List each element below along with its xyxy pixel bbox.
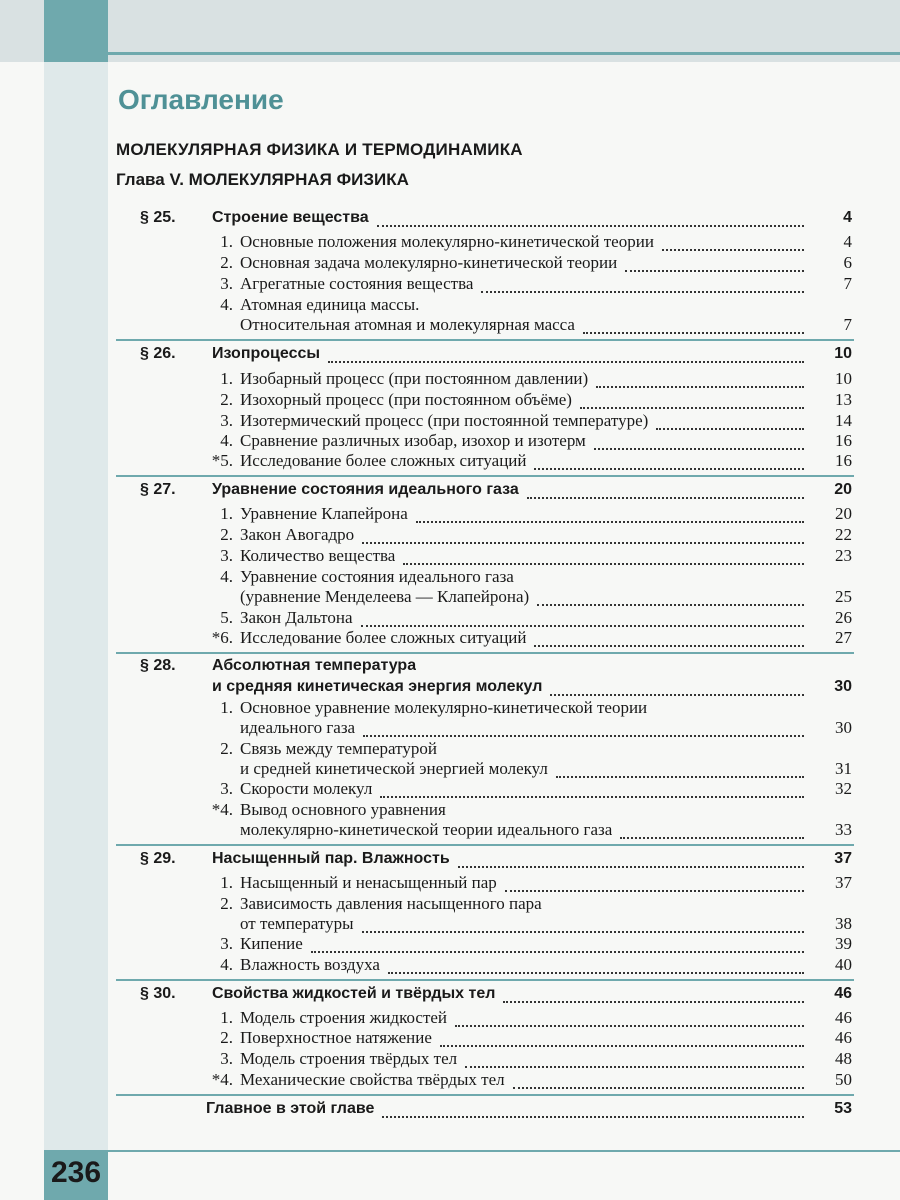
toc-item-row[interactable] <box>0 566 900 588</box>
toc-entry-title: идеального газа <box>240 718 356 737</box>
toc-item-row[interactable] <box>0 450 900 472</box>
toc-item-row[interactable] <box>0 717 900 739</box>
toc-entry-number: 3. <box>220 546 233 565</box>
toc-entry-number: § 29. <box>140 850 176 867</box>
toc-entry-title: Исследование более сложных ситуаций <box>240 628 527 647</box>
toc-leader-dots <box>465 1064 804 1068</box>
toc-leader-dots <box>380 794 804 798</box>
toc-entry-number: 3. <box>220 934 233 953</box>
toc-item-row[interactable] <box>0 778 900 800</box>
toc-entry-number: § 27. <box>140 481 176 498</box>
toc-item-row[interactable] <box>0 799 900 821</box>
toc-page-number: 27 <box>835 628 852 647</box>
toc-item-row[interactable] <box>0 738 900 760</box>
toc-item-row[interactable] <box>0 1027 900 1049</box>
toc-entry-title: молекулярно-кинетической теории идеального газа <box>240 820 613 839</box>
toc-entry-title: Связь между температурой <box>240 739 437 758</box>
toc-item-row[interactable] <box>0 389 900 411</box>
toc-entry-title: Уравнение Клапейрона <box>240 504 408 523</box>
toc-entry-number: § 25. <box>140 209 176 226</box>
toc-leader-dots <box>363 733 804 737</box>
toc-entry-title: Зависимость давления насыщенного пара <box>240 894 542 913</box>
toc-item-row[interactable] <box>0 933 900 955</box>
toc-entry-title: Изобарный процесс (при постоянном давлении) <box>240 369 589 388</box>
toc-page-number: 30 <box>834 678 852 695</box>
toc-leader-dots <box>580 405 804 409</box>
toc-item-row[interactable] <box>0 503 900 525</box>
toc-section-row[interactable] <box>0 207 900 229</box>
toc-item-row[interactable] <box>0 252 900 274</box>
page-title: Оглавление <box>118 84 284 115</box>
toc-leader-dots <box>513 1085 804 1089</box>
toc-leader-dots <box>403 561 804 565</box>
toc-page-number: 10 <box>835 369 852 388</box>
toc-entry-number: 4. <box>220 295 233 314</box>
toc-section-separator <box>116 475 854 477</box>
toc-leader-dots <box>328 359 804 363</box>
toc-page-number: 40 <box>835 955 852 974</box>
toc-leader-dots <box>505 888 804 892</box>
toc-section-row[interactable] <box>0 676 900 698</box>
chapter-title: Глава V. МОЛЕКУЛЯРНАЯ ФИЗИКА <box>116 170 409 189</box>
toc-entry-number: § 30. <box>140 985 176 1002</box>
toc-leader-dots <box>537 602 804 606</box>
toc-item-row[interactable] <box>0 758 900 780</box>
toc-page-number: 37 <box>835 873 852 892</box>
toc-item-row[interactable] <box>0 410 900 432</box>
toc-page-number: 32 <box>835 779 852 798</box>
toc-leader-dots <box>620 835 804 839</box>
toc-page-number: 53 <box>834 1100 852 1117</box>
toc-entry-number: 2. <box>220 390 233 409</box>
toc-entry-number: 2. <box>220 894 233 913</box>
toc-leader-dots <box>377 223 804 227</box>
toc-entry-title: от температуры <box>240 914 354 933</box>
toc-leader-dots <box>362 540 804 544</box>
toc-page-number: 7 <box>843 274 852 293</box>
toc-page-number: 20 <box>834 481 852 498</box>
toc-entry-title: и средняя кинетическая энергия молекул <box>212 678 543 695</box>
toc-item-row[interactable] <box>0 893 900 915</box>
toc-item-row[interactable] <box>0 819 900 841</box>
toc-entry-title: Кипение <box>240 934 303 953</box>
toc-item-row[interactable] <box>0 697 900 719</box>
toc-entry-number: § 26. <box>140 345 176 362</box>
part-title: МОЛЕКУЛЯРНАЯ ФИЗИКА И ТЕРМОДИНАМИКА <box>116 140 523 159</box>
toc-entry-title: Исследование более сложных ситуаций <box>240 451 527 470</box>
toc-entry-title: Сравнение различных изобар, изохор и изотерм <box>240 431 586 450</box>
toc-entry-number: 1. <box>220 369 233 388</box>
toc-item-row[interactable] <box>0 430 900 452</box>
toc-page-number: 10 <box>834 345 852 362</box>
toc-item-row[interactable] <box>0 294 900 316</box>
toc-entry-number: *4. <box>211 800 233 819</box>
toc-entry-title: Абсолютная температура <box>212 657 417 674</box>
toc-entry-number: 2. <box>220 253 233 272</box>
toc-leader-dots <box>440 1043 804 1047</box>
toc-entry-title: и средней кинетической энергией молекул <box>240 759 548 778</box>
toc-section-row[interactable] <box>0 848 900 870</box>
toc-entry-title: Скорости молекул <box>240 779 373 798</box>
toc-entry-title: Атомная единица массы. <box>240 295 420 314</box>
toc-page-number: 20 <box>835 504 852 523</box>
toc-entry-number: § 28. <box>140 657 176 674</box>
toc-page-number: 48 <box>835 1049 852 1068</box>
toc-entry-number: 1. <box>220 1008 233 1027</box>
toc-entry-number: 4. <box>220 955 233 974</box>
toc-leader-dots <box>503 999 804 1003</box>
toc-page-number: 25 <box>835 587 852 606</box>
toc-section-row[interactable] <box>0 655 900 677</box>
toc-entry-title: Влажность воздуха <box>240 955 380 974</box>
toc-leader-dots <box>527 495 804 499</box>
toc-entry-title: Насыщенный и ненасыщенный пар <box>240 873 497 892</box>
toc-page-number: 39 <box>835 934 852 953</box>
toc-entry-title: Основная задача молекулярно-кинетической теории <box>240 253 618 272</box>
toc-page-number: 4 <box>843 209 852 226</box>
toc-leader-dots <box>550 692 804 696</box>
toc-item-row[interactable] <box>0 913 900 935</box>
page-number: 236 <box>50 1156 102 1189</box>
toc-entry-title: Свойства жидкостей и твёрдых тел <box>212 985 496 1002</box>
toc-entry-number: 3. <box>220 411 233 430</box>
toc-entry-number: 3. <box>220 274 233 293</box>
toc-item-row[interactable] <box>0 1069 900 1091</box>
toc-entry-title: Изохорный процесс (при постоянном объёме) <box>240 390 572 409</box>
toc-item-row[interactable] <box>0 872 900 894</box>
toc-leader-dots <box>388 970 804 974</box>
toc-entry-title: Относительная атомная и молекулярная масса <box>240 315 575 334</box>
toc-section-separator <box>116 979 854 981</box>
toc-entry-title: Насыщенный пар. Влажность <box>212 850 450 867</box>
toc-item-row[interactable] <box>0 1007 900 1029</box>
toc-section-row[interactable] <box>0 479 900 501</box>
toc-entry-title: Изопроцессы <box>212 345 321 362</box>
toc-entry-number: *5. <box>211 451 233 470</box>
toc-page-number: 31 <box>835 759 852 778</box>
toc-page-number: 23 <box>835 546 852 565</box>
toc-entry-title: Закон Авогадро <box>240 525 355 544</box>
toc-leader-dots <box>534 466 804 470</box>
toc-leader-dots <box>458 864 804 868</box>
toc-entry-title: Изотермический процесс (при постоянной температуре) <box>240 411 649 430</box>
toc-page-number: 13 <box>835 390 852 409</box>
toc-entry-number: 2. <box>220 525 233 544</box>
toc-page-number: 46 <box>835 1008 852 1027</box>
toc-entry-title: Количество вещества <box>240 546 396 565</box>
toc-leader-dots <box>662 247 804 251</box>
toc-page-number: 14 <box>835 411 852 430</box>
toc-section-separator <box>116 652 854 654</box>
toc-page-number: 26 <box>835 608 852 627</box>
toc-item-row[interactable] <box>0 627 900 649</box>
toc-entry-title: Строение вещества <box>212 209 369 226</box>
footer-rule <box>108 1150 900 1152</box>
toc-entry-number: *6. <box>211 628 233 647</box>
toc-entry-number: *4. <box>211 1070 233 1089</box>
toc-item-row[interactable] <box>0 607 900 629</box>
toc-item-row[interactable] <box>0 231 900 253</box>
toc-page-number: 46 <box>834 985 852 1002</box>
toc-page-number: 16 <box>835 451 852 470</box>
toc-entry-title: Вывод основного уравнения <box>240 800 446 819</box>
toc-entry-number: 1. <box>220 698 233 717</box>
toc-page-number: 38 <box>835 914 852 933</box>
toc-leader-dots <box>583 330 804 334</box>
toc-item-row[interactable] <box>0 273 900 295</box>
toc-section-separator <box>116 339 854 341</box>
toc-item-row[interactable] <box>0 524 900 546</box>
toc-entry-title: Уравнение состояния идеального газа <box>240 567 514 586</box>
toc-leader-dots <box>534 643 804 647</box>
toc-section-separator <box>116 1094 854 1096</box>
toc-section-separator <box>116 844 854 846</box>
toc-section-row[interactable] <box>0 343 900 365</box>
toc-section-row[interactable] <box>0 983 900 1005</box>
toc-item-row[interactable] <box>0 954 900 976</box>
toc-entry-title: Агрегатные состояния вещества <box>240 274 474 293</box>
toc-leader-dots <box>481 289 804 293</box>
toc-entry-number: 3. <box>220 1049 233 1068</box>
toc-entry-title: Основные положения молекулярно-кинетической теории <box>240 232 654 251</box>
toc-page-number: 4 <box>843 232 852 251</box>
toc-entry-number: 2. <box>220 739 233 758</box>
toc-entry-title: Главное в этой главе <box>206 1100 375 1117</box>
toc-page-number: 6 <box>843 253 852 272</box>
toc-page-number: 22 <box>835 525 852 544</box>
toc-item-row[interactable] <box>0 368 900 390</box>
toc-entry-number: 2. <box>220 1028 233 1047</box>
toc-item-row[interactable] <box>0 545 900 567</box>
toc-entry-title: Основное уравнение молекулярно-кинетической теории <box>240 698 648 717</box>
toc-summary-row[interactable] <box>0 1098 900 1120</box>
toc-page-number: 30 <box>835 718 852 737</box>
toc-page-number: 33 <box>835 820 852 839</box>
toc-entry-number: 1. <box>220 873 233 892</box>
toc-entry-title: Модель строения жидкостей <box>240 1008 448 1027</box>
toc-entry-number: 3. <box>220 779 233 798</box>
toc-item-row[interactable] <box>0 1048 900 1070</box>
toc-leader-dots <box>311 949 804 953</box>
toc-page-number: 7 <box>843 315 852 334</box>
toc-entry-title: Модель строения твёрдых тел <box>240 1049 458 1068</box>
toc-page-number: 50 <box>835 1070 852 1089</box>
toc-entry-number: 4. <box>220 567 233 586</box>
toc-leader-dots <box>625 268 804 272</box>
toc-entry-number: 5. <box>220 608 233 627</box>
toc-entry-number: 1. <box>220 504 233 523</box>
toc-entry-title: Поверхностное натяжение <box>240 1028 432 1047</box>
toc-leader-dots <box>382 1114 804 1118</box>
toc-page-number: 37 <box>834 850 852 867</box>
toc-page-number: 16 <box>835 431 852 450</box>
toc-item-row[interactable] <box>0 314 900 336</box>
toc-leader-dots <box>416 519 804 523</box>
toc-entry-title: Механические свойства твёрдых тел <box>240 1070 505 1089</box>
toc-entry-title: Уравнение состояния идеального газа <box>212 481 519 498</box>
toc-item-row[interactable] <box>0 586 900 608</box>
toc-page-number: 46 <box>835 1028 852 1047</box>
toc-entry-title: Закон Дальтона <box>240 608 353 627</box>
toc-entry-number: 4. <box>220 431 233 450</box>
toc-entry-number: 1. <box>220 232 233 251</box>
toc-leader-dots <box>596 384 804 388</box>
toc-entry-title: (уравнение Менделеева — Клапейрона) <box>240 587 530 606</box>
